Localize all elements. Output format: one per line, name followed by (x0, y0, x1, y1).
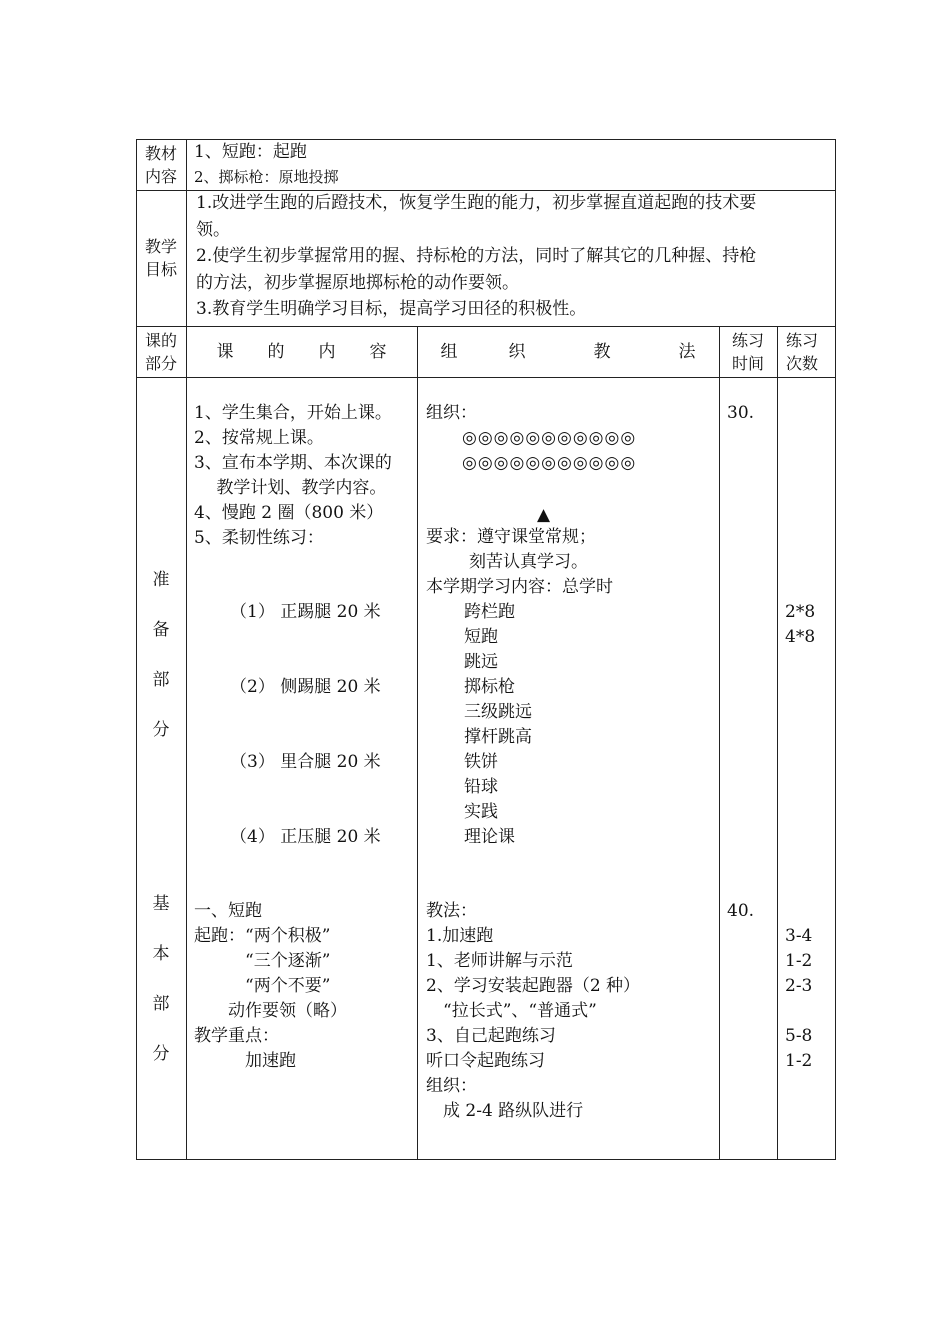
basic-method-line: “拉长式”、“普通式” (426, 1001, 597, 1021)
prep-requirement-1: 要求：遵守课堂常规； (426, 527, 596, 547)
semester-label: 本学期学习内容：总学时 (426, 577, 613, 597)
semester-item: 掷标枪 (464, 677, 515, 697)
basic-count: 1-2 (785, 951, 813, 971)
semester-item: 跨栏跑 (464, 602, 515, 622)
basic-content-line: 动作要领（略） (194, 1001, 347, 1021)
basic-method-line: 3、自己起跑练习 (426, 1026, 556, 1046)
prep-content (194, 401, 392, 551)
basic-count: 3-4 (785, 926, 813, 946)
prep-content-line: 3、宣布本学期、本次课的 (194, 453, 392, 473)
col-divider (719, 326, 720, 1160)
prep-exercise: （2） 侧踢腿 20 米 (230, 677, 381, 697)
prep-count: 4*8 (785, 627, 816, 647)
prep-exercise: （1） 正踢腿 20 米 (230, 602, 381, 622)
col-divider (186, 139, 187, 1160)
formation-row-1: ◎◎◎◎◎◎◎◎◎◎◎ (462, 428, 637, 448)
header-part (136, 329, 186, 375)
basic-method-line: 组织： (426, 1076, 477, 1096)
basic-content-line: 一、短跑 (194, 901, 262, 921)
objectives-text (196, 190, 756, 323)
objectives-label (136, 235, 186, 281)
header-count-line2: 次数 (785, 354, 818, 373)
col-divider (777, 326, 778, 1160)
basic-method-line: 1、老师讲解与示范 (426, 951, 573, 971)
basic-content-line: 教学重点： (194, 1026, 279, 1046)
prep-requirement-2: 刻苦认真学习。 (469, 552, 588, 572)
prep-part-char: 分 (152, 720, 170, 740)
objective-line: 3.教育学生明确学习目标，提高学习田径的积极性。 (196, 299, 587, 319)
basic-method-line: 听口令起跑练习 (426, 1051, 545, 1071)
prep-part-label (141, 555, 181, 755)
prep-org-label: 组织： (426, 403, 477, 423)
header-time (719, 329, 777, 375)
basic-content (194, 899, 347, 1074)
prep-content-line: 教学计划、教学内容。 (194, 478, 387, 498)
basic-content-line: 加速跑 (194, 1051, 296, 1071)
semester-item: 实践 (464, 802, 498, 822)
basic-part-char: 部 (152, 994, 170, 1014)
prep-content-line: 5、柔韧性练习： (194, 528, 324, 548)
basic-method-line: 教法： (426, 901, 477, 921)
basic-count: 5-8 (785, 1026, 813, 1046)
prep-part-char: 备 (152, 620, 170, 640)
basic-count: 2-3 (785, 976, 813, 996)
materials-label-line2: 内容 (144, 167, 177, 186)
header-time-line1: 练习 (731, 331, 764, 350)
prep-exercise: （3） 里合腿 20 米 (230, 752, 381, 772)
basic-part-char: 基 (152, 894, 170, 914)
objective-line: 1.改进学生跑的后蹬技术，恢复学生跑的能力，初步掌握直道起跑的技术要 (196, 193, 757, 213)
basic-count: 1-2 (785, 1051, 813, 1071)
header-count (777, 329, 827, 375)
semester-items (464, 600, 532, 850)
semester-item: 铁饼 (464, 752, 498, 772)
prep-content-line: 4、慢跑 2 圈（800 米） (194, 503, 384, 523)
semester-item: 撑杆跳高 (464, 727, 532, 747)
prep-part-char: 部 (152, 670, 170, 690)
basic-count (785, 999, 812, 1024)
materials-label-line1: 教材 (144, 144, 177, 163)
header-method: 组 织 教 法 (440, 342, 696, 362)
prep-counts (785, 600, 815, 650)
objective-line: 的方法，初步掌握原地掷标枪的动作要领。 (196, 272, 519, 293)
row-divider (136, 326, 836, 327)
col-divider (417, 326, 418, 1160)
basic-method-line: 2、学习安装起跑器（2 种） (426, 976, 641, 996)
header-part-line2: 部分 (144, 354, 177, 373)
basic-content-line: “两个不要” (194, 976, 331, 996)
prep-part-char: 准 (152, 570, 170, 590)
semester-item: 短跑 (464, 627, 498, 647)
header-content: 课 的 内 容 (216, 342, 387, 362)
materials-item-2: 2、掷标枪：原地投掷 (194, 168, 339, 186)
basic-part-label (141, 879, 181, 1079)
materials-item-1: 1、短跑：起跑 (194, 142, 307, 162)
header-part-line1: 课的 (144, 331, 177, 350)
header-time-line2: 时间 (731, 354, 764, 373)
basic-method (426, 899, 640, 1124)
basic-time: 40. (727, 901, 755, 921)
objectives-label-line2: 目标 (144, 260, 177, 279)
materials-label (136, 142, 186, 188)
semester-item: 跳远 (464, 652, 498, 672)
basic-part-char: 分 (152, 1044, 170, 1064)
basic-method-line: 1.加速跑 (426, 926, 494, 946)
prep-content-line: 1、学生集合，开始上课。 (194, 403, 392, 423)
prep-exercise: （4） 正压腿 20 米 (230, 827, 381, 847)
teacher-mark: ▲ (537, 505, 551, 525)
objective-line: 2.使学生初步掌握常用的握、持标枪的方法，同时了解其它的几种握、持枪 (196, 246, 757, 266)
prep-content-line: 2、按常规上课。 (194, 428, 324, 448)
objective-line: 领。 (196, 219, 230, 240)
basic-part-char: 本 (152, 944, 170, 964)
objectives-label-line1: 教学 (144, 237, 177, 256)
basic-content-line: 起跑：“两个积极” (194, 926, 331, 946)
semester-item: 铅球 (464, 777, 498, 797)
basic-content-line: “三个逐渐” (194, 951, 331, 971)
semester-item: 三级跳远 (464, 702, 532, 722)
row-divider (136, 377, 836, 378)
header-count-line1: 练习 (785, 331, 818, 350)
semester-item: 理论课 (464, 827, 515, 847)
prep-time: 30. (727, 403, 755, 423)
formation-row-2: ◎◎◎◎◎◎◎◎◎◎◎ (462, 453, 637, 473)
basic-method-line: 成 2-4 路纵队进行 (426, 1101, 584, 1121)
basic-counts (785, 924, 812, 1074)
prep-count: 2*8 (785, 602, 816, 622)
